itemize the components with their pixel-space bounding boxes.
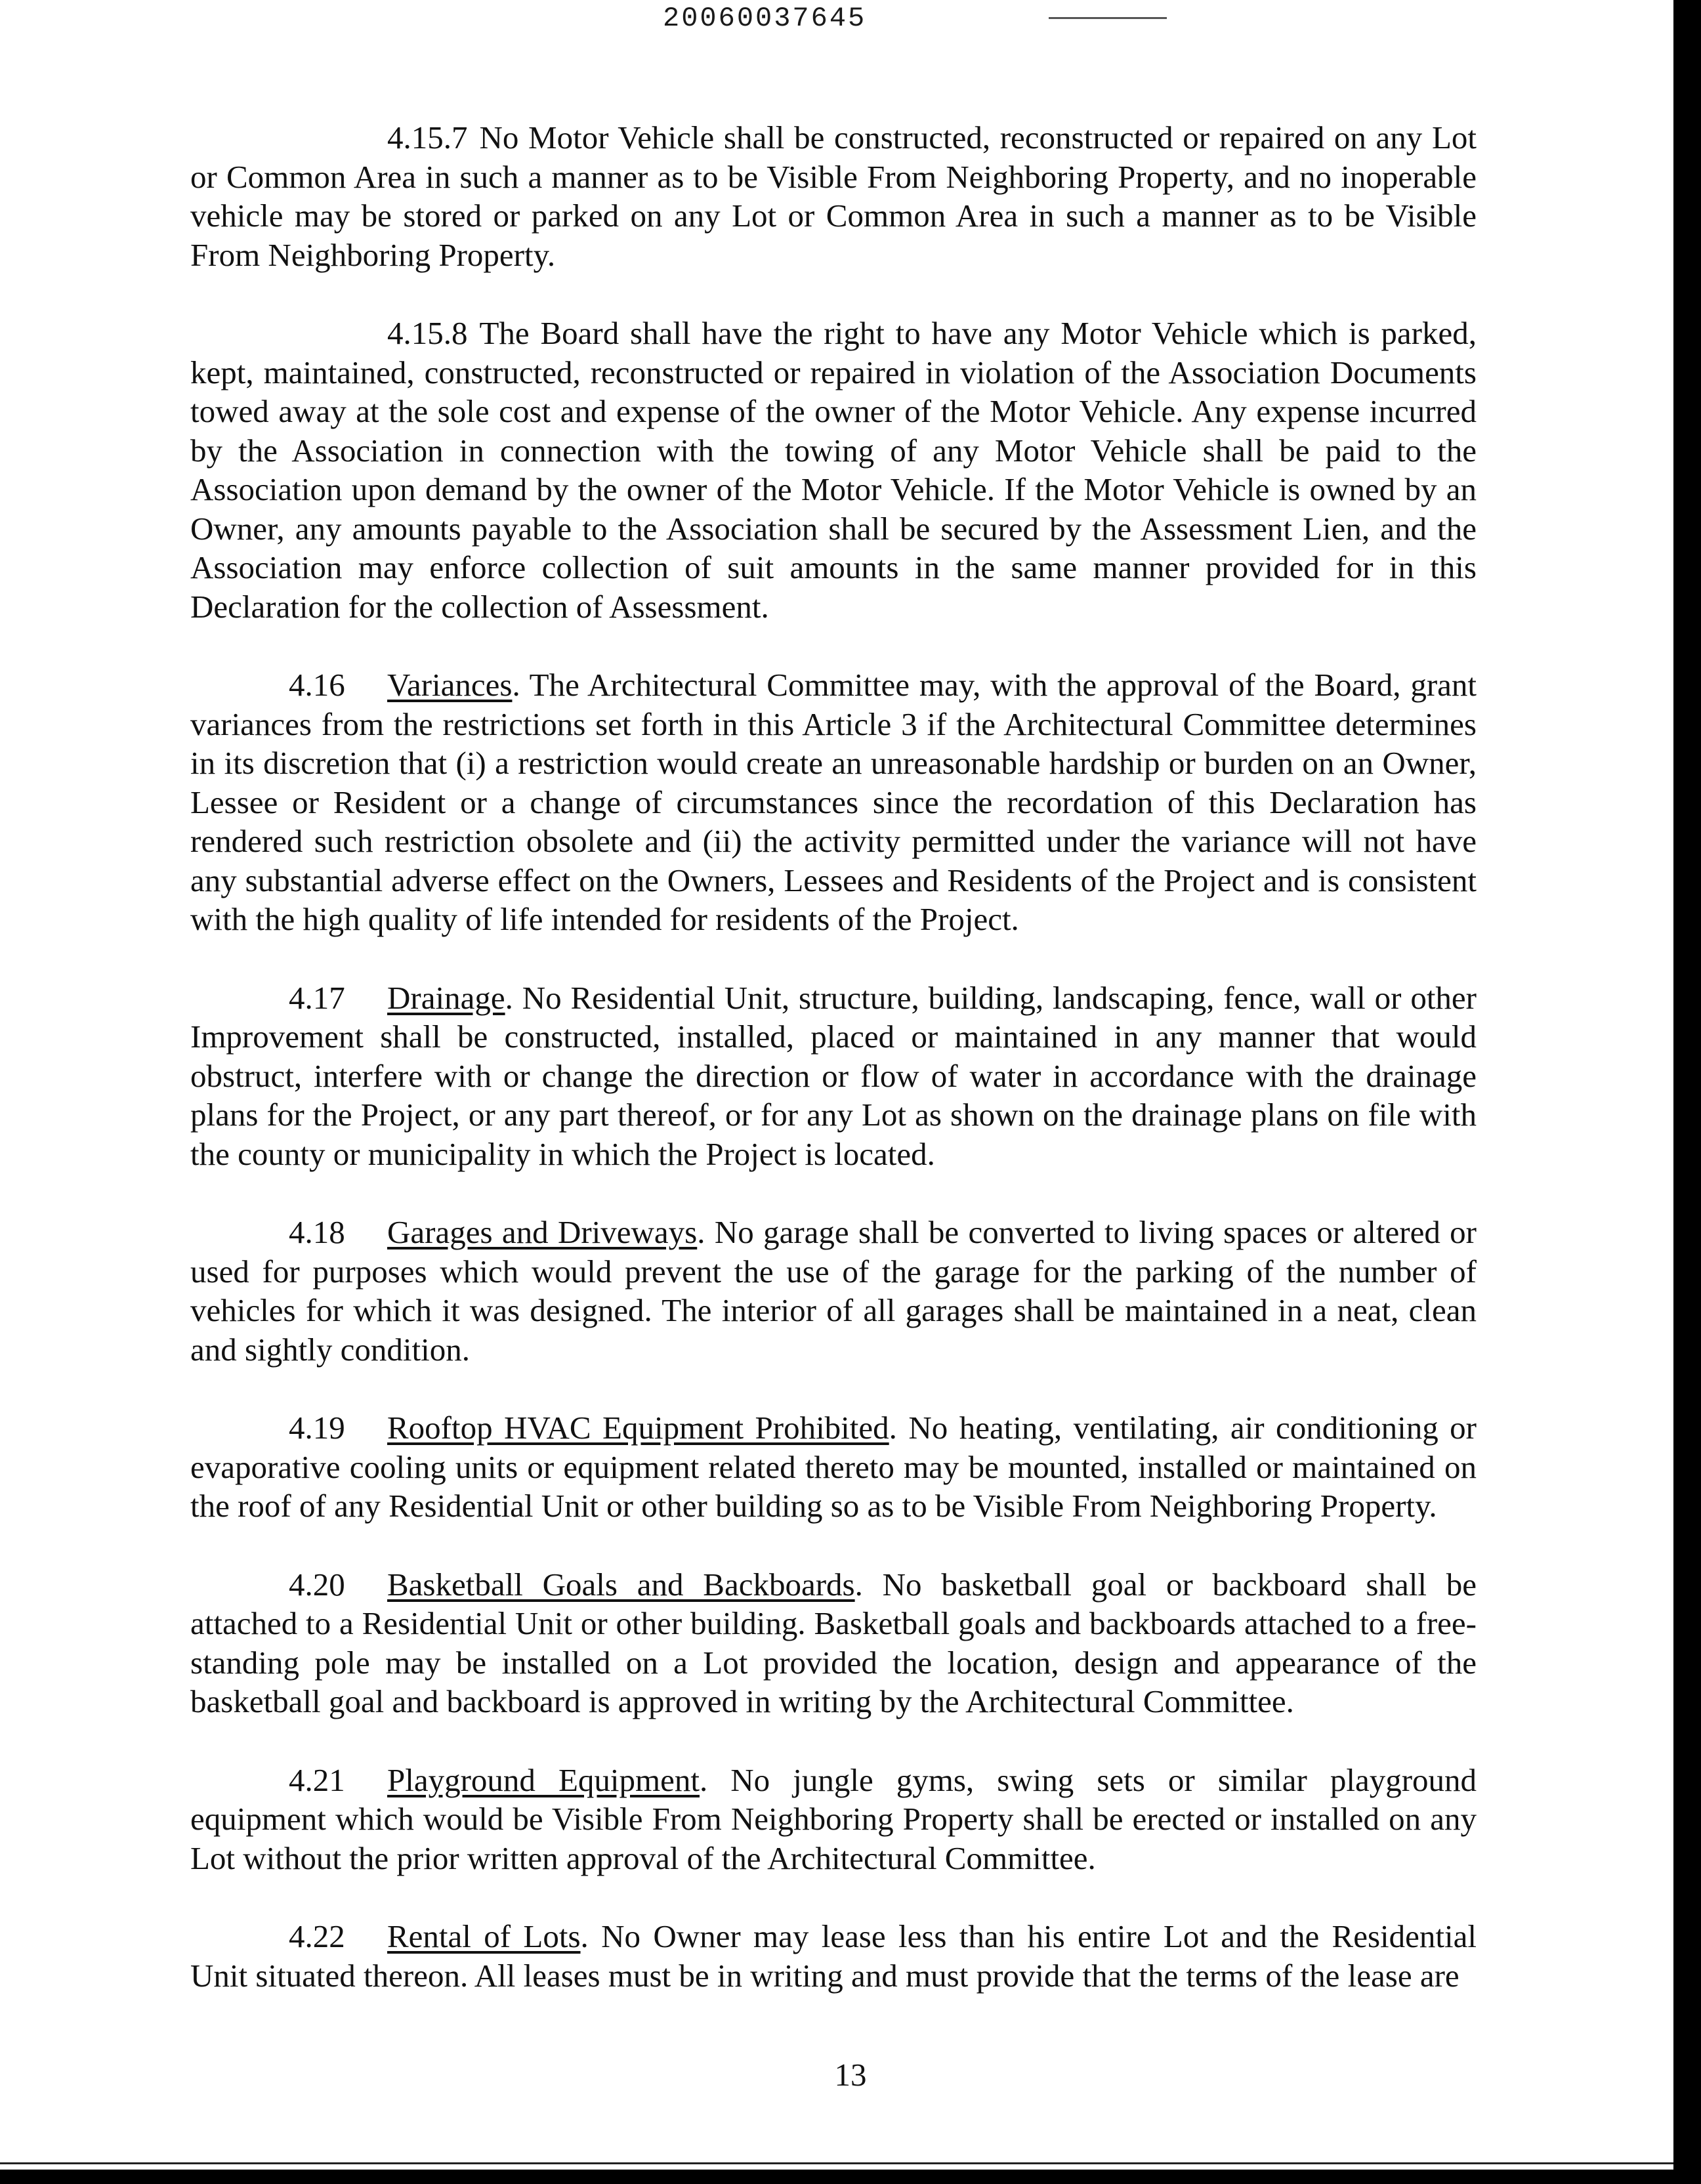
header-rule [1049, 17, 1167, 19]
section-heading: Variances [387, 667, 513, 703]
scan-border-right [1673, 0, 1701, 2184]
paragraph-text: No basketball goal or backboard shall be attached to a Residential Unit or other building. Basketball goals and backboards attached to a free-standing pole may be installed on a Lot provided the location, design and appearance of the basketball goal and backboard is approved in writing by the Architectural Committee. [190, 1566, 1477, 1719]
section-heading: Garages and Driveways [387, 1214, 698, 1250]
section-heading: Basketball Goals and Backboards [387, 1566, 855, 1603]
section-heading: Drainage [387, 979, 505, 1016]
paragraph-4-15-8 [190, 314, 1477, 626]
document-number: 20060037645 [663, 3, 867, 34]
document-body [190, 118, 1477, 2034]
paragraph-4-22: 4.22 Rental of Lots. No Owner may lease less than his entire Lot and the Residential Unit situated thereon. All leases must be in writing and must provide that the terms of the lease are [190, 1918, 1477, 1994]
section-number: 4.19 [289, 1410, 345, 1446]
paragraph-4-19: 4.19 Rooftop HVAC Equipment Prohibited. No heating, ventilating, air conditioning or evaporative cooling units or equipment related thereto may be mounted, installed or maintained on the roof of any Residential Unit or other building so as to be Visible From Neighboring Property. [190, 1410, 1477, 1524]
paragraph-4-16: 4.16 Variances. The Architectural Committee may, with the approval of the Board, grant variances from the restrictions set forth in this Article 3 if the Architectural Committee determines in its discretion that (i) a restriction would create an unreasonable hardship or burden on an Owner, Lessee or Resident or a change of circumstances since the recordation of this Declaration has rendered such restriction obsolete and (ii) the activity permitted under the variance will not have any substantial adverse effect on the Owners, Lessees and Residents of the Project and is consistent with the high quality of life intended for residents of the Project. [190, 667, 1477, 937]
paragraph-text: No heating, ventilating, air conditioning or evaporative cooling units or equipment related thereto may be mounted, installed or maintained on the roof of any Residential Unit or other building so as to be Visible From Neighboring Property. [190, 1410, 1477, 1524]
section-number: 4.16 [289, 667, 345, 703]
scan-border-bottom [0, 2170, 1701, 2184]
section-heading: Rental of Lots [387, 1918, 581, 1954]
section-number: 4.20 [289, 1566, 345, 1603]
paragraph-text: No jungle gyms, swing sets or similar playground equipment which would be Visible From Neighboring Property shall be erected or installed on any Lot without the prior written approval of the Architectural Committee. [190, 1761, 1477, 1876]
paragraph-4-17: 4.17 Drainage. No Residential Unit, structure, building, landscaping, fence, wall or other Improvement shall be constructed, installed, placed or maintained in any manner that would obstruct, interfere with or change the direction or flow of water in accordance with the drainage plans for the Project, or any part thereof, or for any Lot as shown on the drainage plans on file with the county or municipality in which the Project is located. [190, 979, 1477, 1172]
page-number: 13 [834, 2057, 867, 2093]
section-number: 4.21 [289, 1761, 345, 1798]
paragraph-text: No Motor Vehicle shall be constructed, reconstructed or repaired on any Lot or Common Area in such a manner as to be Visible From Neighboring Property, and no inoperable vehicle may be stored or parked on any Lot or Common Area in such a manner as to be Visible From Neighboring Property. [190, 119, 1477, 273]
section-number: 4.17 [289, 979, 345, 1016]
section-number: 4.15.8 [387, 315, 468, 351]
paragraph-4-15-7 [190, 118, 1477, 274]
section-number: 4.18 [289, 1214, 345, 1250]
paragraph-4-18: 4.18 Garages and Driveways. No garage shall be converted to living spaces or altered or used for purposes which would prevent the use of the garage for the parking of the number of vehicles for which it was designed. The interior of all garages shall be maintained in a neat, clean and sightly condition. [190, 1214, 1477, 1368]
section-number: 4.15.7 [387, 119, 468, 156]
section-number: 4.22 [289, 1918, 345, 1954]
paragraph-4-21: 4.21 Playground Equipment. No jungle gyms, swing sets or similar playground equipment which would be Visible From Neighboring Property shall be erected or installed on any Lot without the prior written approval of the Architectural Committee. [190, 1761, 1477, 1876]
paragraph-text: No Owner may lease less than his entire Lot and the Residential Unit situated thereon. All leases must be in writing and must provide that the terms of the lease are [190, 1918, 1477, 1994]
paragraph-text: No garage shall be converted to living spaces or altered or used for purposes which would prevent the use of the garage for the parking of the number of vehicles for which it was designed. The interior of all garages shall be maintained in a neat, clean and sightly condition. [190, 1214, 1477, 1368]
section-heading: Playground Equipment [387, 1761, 700, 1798]
scan-rule-bottom [0, 2162, 1673, 2164]
section-heading: Rooftop HVAC Equipment Prohibited [387, 1410, 889, 1446]
paragraph-text: The Board shall have the right to have any Motor Vehicle which is parked, kept, maintained, constructed, reconstructed or repaired in violation of the Association Documents towed away at the sole cost and expense of the owner of the Motor Vehicle. Any expense incurred by the Association in connection with the towing of any Motor Vehicle shall be paid to the Association upon demand by the owner of the Motor Vehicle. If the Motor Vehicle is owned by an Owner, any amounts payable to the Association shall be secured by the Assessment Lien, and the Association may enforce collection of suit amounts in the same manner provided for in this Declaration for the collection of Assessment. [190, 315, 1477, 625]
paragraph-text: No Residential Unit, structure, building, landscaping, fence, wall or other Improvement shall be constructed, installed, placed or maintained in any manner that would obstruct, interfere with or change the direction or flow of water in accordance with the drainage plans for the Project, or any part thereof, or for any Lot as shown on the drainage plans on file with the county or municipality in which the Project is located. [190, 979, 1477, 1172]
paragraph-text: The Architectural Committee may, with the approval of the Board, grant variances from the restrictions set forth in this Article 3 if the Architectural Committee determines in its discretion that (i) a restriction would create an unreasonable hardship or burden on an Owner, Lessee or Resident or a change of circumstances since the recordation of this Declaration has rendered such restriction obsolete and (ii) the activity permitted under the variance will not have any substantial adverse effect on the Owners, Lessees and Residents of the Project and is consistent with the high quality of life intended for residents of the Project. [190, 667, 1477, 937]
paragraph-4-20: 4.20 Basketball Goals and Backboards. No basketball goal or backboard shall be attached to a Residential Unit or other building. Basketball goals and backboards attached to a free-standing pole may be installed on a Lot provided the location, design and appearance of the basketball goal and backboard is approved in writing by the Architectural Committee. [190, 1566, 1477, 1719]
